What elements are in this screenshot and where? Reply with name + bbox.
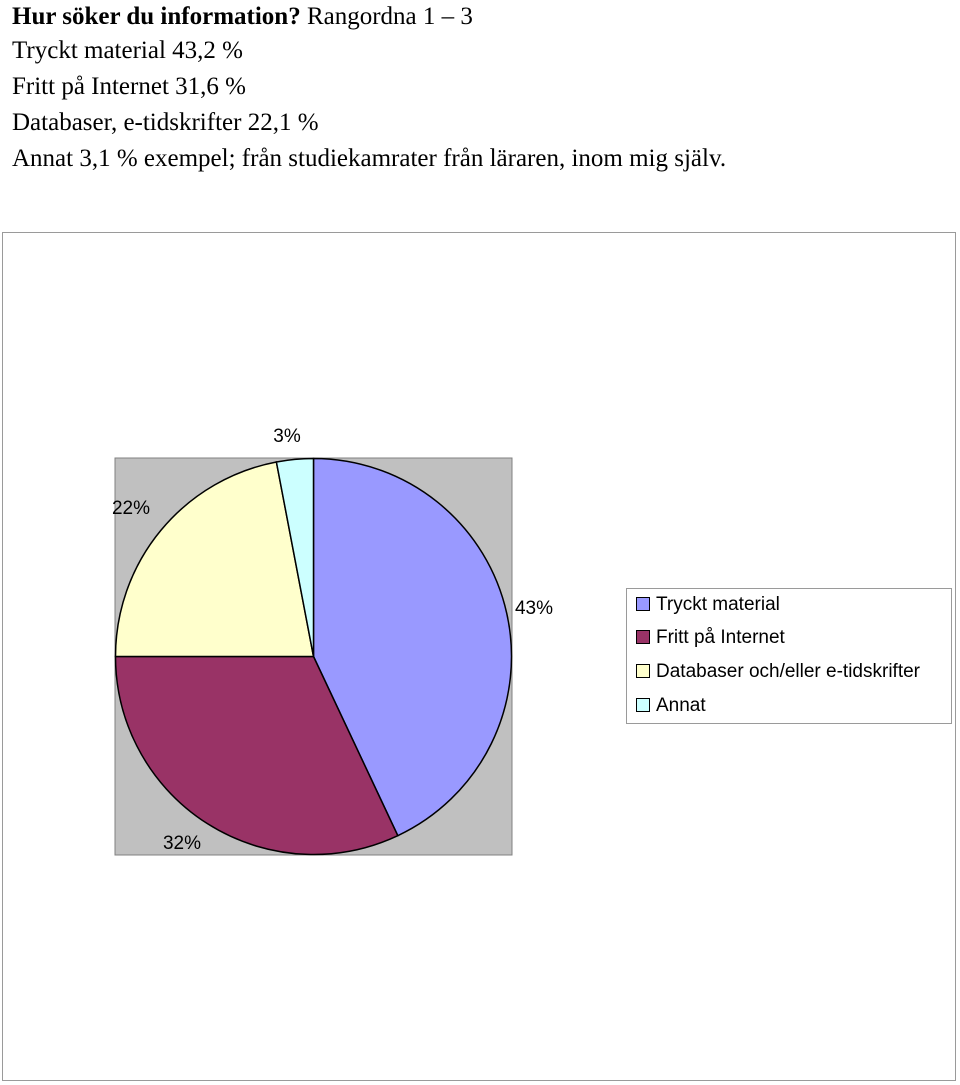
pie-slices	[115, 459, 511, 855]
title-instruction: Rangordna 1 – 3	[300, 3, 473, 30]
result-line-databaser: Databaser, e-tidskrifter 22,1 %	[12, 109, 319, 136]
legend-item-tryckt	[636, 594, 780, 616]
legend-item-databaser	[636, 661, 920, 683]
legend-item-annat	[636, 695, 706, 717]
legend-swatch-internet	[636, 630, 650, 644]
pie-label-databaser: 22%	[111, 498, 151, 519]
chart-legend	[626, 588, 952, 724]
pie-label-internet: 32%	[162, 833, 202, 854]
legend-label-internet: Fritt på Internet	[656, 627, 785, 648]
result-line-annat: Annat 3,1 % exempel; från studiekamrater från läraren, inom mig själv.	[12, 145, 727, 172]
legend-swatch-databaser	[636, 664, 650, 678]
legend-label-annat: Annat	[656, 695, 706, 716]
legend-label-databaser: Databaser och/eller e-tidskrifter	[656, 661, 920, 682]
title-question: Hur söker du information?	[12, 3, 301, 30]
result-line-internet: Fritt på Internet 31,6 %	[12, 73, 246, 100]
legend-swatch-tryckt	[636, 597, 650, 611]
legend-item-internet	[636, 627, 785, 649]
legend-swatch-annat	[636, 698, 650, 712]
pie-label-annat: 3%	[273, 426, 301, 447]
legend-label-tryckt: Tryckt material	[656, 594, 780, 615]
result-line-tryckt: Tryckt material 43,2 %	[12, 37, 243, 64]
pie-label-tryckt: 43%	[514, 598, 554, 619]
